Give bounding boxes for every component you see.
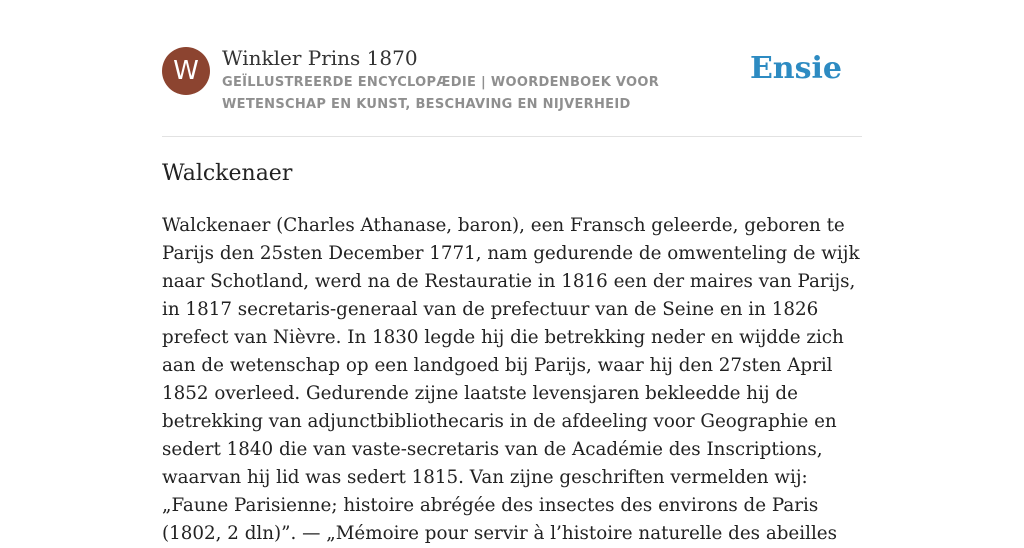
entry-title: Walckenaer [162,161,293,186]
source-header [162,44,862,137]
source-title[interactable]: Winkler Prins 1870 [222,46,418,70]
entry-body: Walckenaer (Charles Athanase, baron), een Fransch geleerde, geboren te Parijs den 25sten December 1771, nam gedurende de omwenteling de wijk naar Schotland, werd na de Restauratie in 1816 een der maires van Parijs, in 1817 secretaris-generaal van de prefectuur van de Seine en in 1826 prefect van Nièvre. In 1830 legde hij die betrekking neder en wijdde zich aan de wetenschap op een landgoed bij Parijs, waar hij den 27sten April 1852 overleed. Gedurende zijne laatste levensjaren bekleedde hij de betrekking van adjunctbibliothecaris in de afdeeling voor Geographie en sedert 1840 die van vaste-secretaris van de Académie des Inscriptions, waarvan hij lid was sedert 1815. Van zijne geschriften vermelden wij: „Faune Parisienne; histoire abrégée des insectes des environs de Paris (1802, 2 dln)”. — „Mémoire pour servir à l’histoire naturelle des abeilles [162,215,860,544]
ensie-logo[interactable]: Ensie [749,51,842,86]
source-subtitle: GEÏLLUSTREERDE ENCYCLOPÆDIE | WOORDENBOEK VOOR WETENSCHAP EN KUNST, BESCHAVING EN NIJVERHEID [222,75,660,112]
source-avatar[interactable]: W [162,47,210,95]
